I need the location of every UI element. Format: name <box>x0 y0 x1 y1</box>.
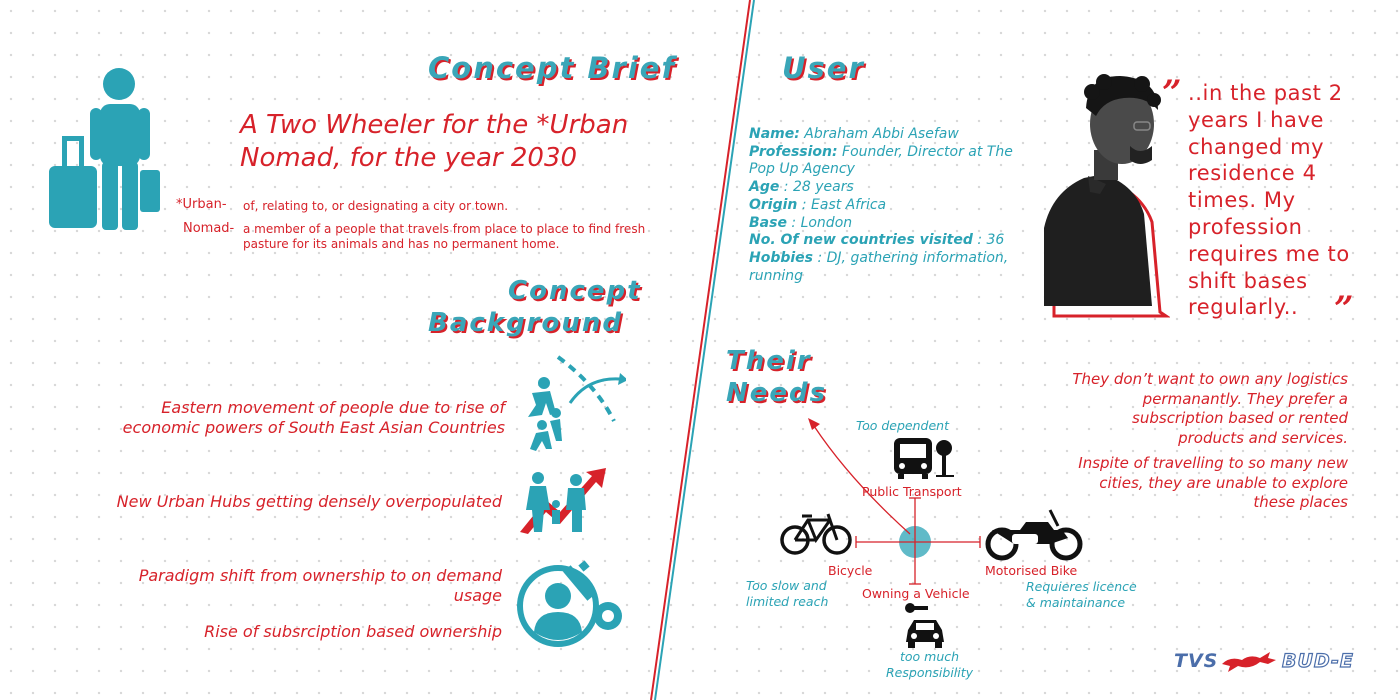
user-base-row: Base : London <box>749 214 853 231</box>
user-heading: User <box>782 51 865 85</box>
product-logo <box>1282 650 1354 672</box>
needs-bottom-node: Owning a Vehicle <box>862 586 970 601</box>
needs-top-node: Public Transport <box>862 484 962 499</box>
definition-term-nomad: Nomad- <box>183 221 235 236</box>
definition-text-urban: of, relating to, or designating a city or town. <box>243 199 509 213</box>
definition-term-urban: *Urban- <box>176 197 227 212</box>
user-age-row: Age : 28 years <box>749 179 854 196</box>
definition-text-nomad-1: a member of a people that travels from place to place to find fresh <box>243 222 646 236</box>
background-item-1: Eastern movement of people due to rise of economic powers of South East Asian Countries <box>122 398 505 437</box>
definition-text-nomad-2: pasture for its animals and has no permanent home. <box>243 237 560 251</box>
needs-left-node: Bicycle <box>828 563 873 578</box>
traveller-icon <box>44 66 174 232</box>
needs-paragraph-2: Inspite of travelling to so many new cities, they are unable to explore these places <box>1078 454 1348 511</box>
brand-logo <box>1174 650 1218 672</box>
product-name: BUD-E <box>1282 650 1354 672</box>
concept-title-line1: A Two Wheeler for the *Urban <box>240 110 629 140</box>
concept-background-heading-line1: Concept <box>508 276 642 306</box>
concept-title-line2: Nomad, for the year 2030 <box>240 143 578 173</box>
needs-right-node: Motorised Bike <box>985 563 1078 578</box>
horse-logo-icon <box>1220 650 1278 674</box>
their-needs-heading-line2: Needs <box>726 378 828 408</box>
brand-tvs-text: TVS <box>1174 650 1219 672</box>
user-quote: ..in the past 2 years I have changed my residence 4 times. My profession requires me to shift bases regularly.. <box>1188 81 1350 320</box>
quote-close-mark: ” <box>1334 289 1354 329</box>
background-item-3: Paradigm shift from ownership to on demand usage <box>138 566 502 605</box>
needs-left-note: Too slow and limited reach <box>746 578 829 609</box>
bicycle-icon <box>780 512 852 558</box>
background-item-2: New Urban Hubs getting densely overpopulated <box>116 492 502 511</box>
their-needs-heading-line1: Their <box>726 346 812 376</box>
car-key-icon <box>902 600 948 650</box>
quote-open-mark: ” <box>1162 73 1182 113</box>
migration-icon <box>516 355 626 455</box>
user-origin-row: Origin : East Africa <box>749 196 887 213</box>
motorbike-icon <box>984 508 1084 562</box>
overpopulation-icon <box>516 466 616 536</box>
bus-icon <box>892 436 958 480</box>
user-profession-row: Profession: Founder, Director at The <box>749 143 1013 160</box>
needs-right-note: Requieres licence & maintainance <box>1026 579 1137 610</box>
user-hobbies-cont: running <box>749 267 804 284</box>
user-profession-cont: Pop Up Agency <box>749 161 855 178</box>
user-hobbies-row: Hobbies : DJ, gathering information, <box>749 249 1009 266</box>
user-name-row: Name: Abraham Abbi Asefaw <box>749 126 959 142</box>
user-countries-row: No. Of new countries visited : 36 <box>749 232 1005 249</box>
needs-bottom-note: too much Responsibility <box>886 649 974 680</box>
ownership-key-icon <box>514 560 630 652</box>
concept-background-heading-line2: Background <box>428 308 623 338</box>
background-item-4: Rise of subsrciption based ownership <box>204 622 502 641</box>
user-details <box>749 126 1013 285</box>
needs-paragraph-1: They don’t want to own any logistics permanantly. They prefer a subscription based or rented products and services. <box>1072 370 1348 447</box>
user-portrait <box>1040 72 1170 320</box>
needs-top-label: Too dependent <box>856 418 949 433</box>
concept-brief-heading: Concept Brief <box>428 51 677 85</box>
